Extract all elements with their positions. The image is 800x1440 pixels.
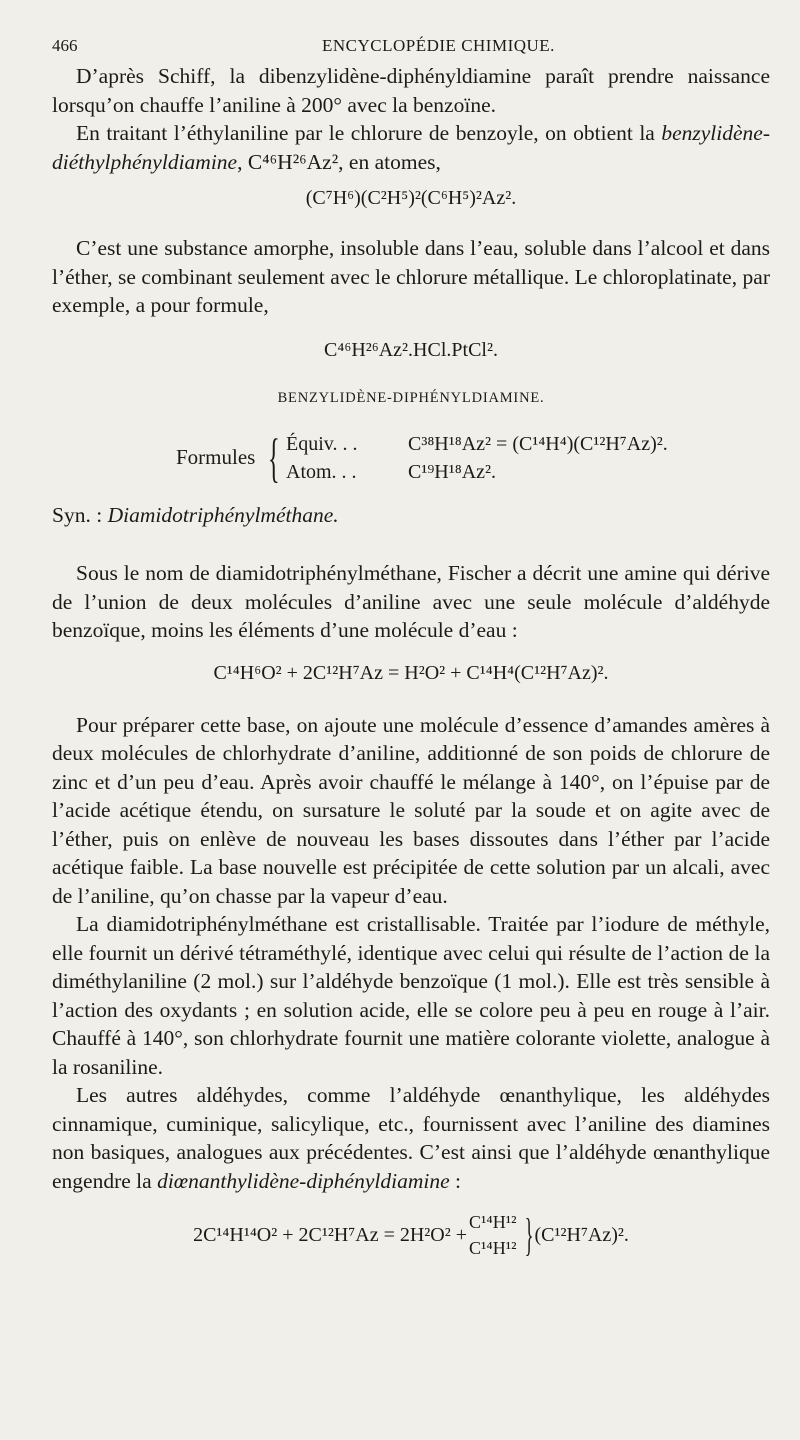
formula4-left: 2C¹⁴H¹⁴O² + 2C¹²H⁷Az = 2H²O² +: [193, 1223, 468, 1246]
formula-chloroplatinate: C⁴⁶H²⁶Az².HCl.PtCl².: [324, 338, 498, 361]
brace-glyph: {: [268, 427, 280, 488]
compound-name: benzylidène-diéthylphényldiamine: [52, 121, 770, 174]
formula4-top: C¹⁴H¹²: [469, 1212, 517, 1232]
synonym-line: [52, 501, 770, 530]
paragraph-crystallisable: La diamidotriphénylméthane est cristallisable. Traitée par l’iodure de méthyle, elle fournit un dérivé tétraméthylé, identique avec celui qui résulte de l’action de la diméthylaniline (2 mol.) sur l’aldéhyde benzoïque (1 mol.). Elle est très sensible à l’action des oxydants ; en solution acide, elle se colore peu à peu en rouge à l’air. Chauffé à 140°, son chlorhydrate fournit une matière colorante violette, analogue à la rosaniline.: [52, 912, 770, 1079]
formules-label: Formules: [176, 445, 256, 469]
formula4-bottom: C¹⁴H¹²: [469, 1238, 517, 1258]
equiv-label: Équiv. . .: [286, 432, 358, 455]
page-header: [52, 22, 770, 62]
paragraph-ethylaniline: [52, 119, 770, 176]
formules-rows: [286, 430, 668, 486]
formula-oenanthyl: [52, 1209, 770, 1261]
equiv-formula: C³⁸H¹⁸Az² = (C¹⁴H⁴)(C¹²H⁷Az)².: [408, 432, 668, 455]
formula-atoms: (C⁷H⁶)(C²H⁵)²(C⁶H⁵)²Az².: [305, 187, 517, 209]
syn-name: Diamidotriphénylméthane.: [107, 502, 339, 527]
page-number: 466: [52, 36, 78, 55]
text-segment: En traitant l’éthylaniline par le chlorure de benzoyle, on obtient la: [76, 121, 662, 145]
syn-label: Syn. :: [52, 502, 108, 527]
paragraph-fischer: Sous le nom de diamidotriphénylméthane, Fischer a décrit une amine qui dérive de l’union de deux molécules d’aniline avec une seule molécule d’aldéhyde benzoïque, moins les éléments d’une molécule d’eau :: [52, 561, 770, 642]
formula-reaction: C¹⁴H⁶O² + 2C¹²H⁷Az = H²O² + C¹⁴H⁴(C¹²H⁷Az)².: [213, 661, 609, 684]
formules-block: [176, 427, 770, 489]
text-segment: , C⁴⁶H²⁶Az², en atomes,: [237, 149, 441, 174]
atom-row: [286, 458, 668, 486]
formula4-right: (C¹²H⁷Az)².: [534, 1223, 629, 1246]
paragraph-properties: C’est une substance amorphe, insoluble dans l’eau, soluble dans l’alcool et dans l’éther, se combinant seulement avec le chlorure métallique. Le chloroplatinate, par exemple, a pour formule,: [52, 236, 770, 317]
atom-formula: C¹⁹H¹⁸Az².: [408, 460, 497, 483]
running-title: ENCYCLOPÉDIE CHIMIQUE.: [322, 36, 555, 55]
formula4-stack: [469, 1209, 516, 1261]
text-segment: Les autres aldéhydes, comme l’aldéhyde œnanthylique, les aldéhydes cinnamique, cuminique, salicylique, etc., fournissent avec l’aniline des diamines non basiques, analogues aux précédentes. C’est ainsi que l’aldéhyde œnanthylique engendre la: [52, 1083, 770, 1193]
paragraph-preparation: Pour préparer cette base, on ajoute une molécule d’essence d’amandes amères à deux molécules de chlorhydrate d’aniline, additionné de son poids de chlorure de zinc et d’un peu d’eau. Après avoir chauffé le mélange à 140°, on l’épuise par de l’acide acétique étendu, on sursature le soluté par la soude et on agite avec de l’éther, puis on enlève de nouveau les bases dissoutes dans l’éther par l’acide acétique faible. La base nouvelle est précipitée de cette solution par un alcali, avec de l’aniline, qu’on chasse par la vapeur d’eau.: [52, 712, 770, 908]
compound-name: diœnanthylidène-diphényldiamine: [157, 1168, 450, 1193]
section-heading: BENZYLIDÈNE-DIPHÉNYLDIAMINE.: [277, 389, 545, 406]
paragraph-schiff: D’après Schiff, la dibenzylidène-diphényldiamine paraît prendre naissance lorsqu’on chauffe l’aniline à 200° avec la benzoïne.: [52, 64, 770, 117]
atom-label: Atom. . .: [286, 460, 357, 483]
equiv-row: [286, 430, 668, 458]
text-segment: :: [449, 1168, 461, 1193]
paragraph-other-aldehydes: [52, 1081, 770, 1195]
brace-glyph: }: [524, 1209, 533, 1260]
